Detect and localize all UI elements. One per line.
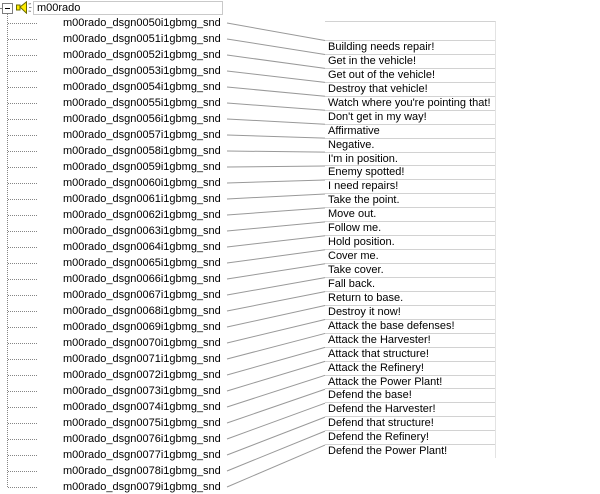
tree-item[interactable] — [0, 383, 600, 399]
tree-item[interactable] — [0, 303, 600, 319]
transcript-row: Enemy spotted! — [325, 165, 495, 179]
tree-item[interactable] — [0, 463, 600, 479]
tree-branch-stub — [8, 103, 37, 104]
transcript-row: Attack that structure! — [325, 347, 495, 361]
transcript-row: Hold position. — [325, 235, 495, 249]
tree-item-label[interactable]: m00rado_dsgn0077i1gbmg_snd — [63, 449, 221, 461]
transcript-row: Building needs repair! — [325, 40, 495, 54]
tree-item-label[interactable]: m00rado_dsgn0073i1gbmg_snd — [63, 385, 221, 397]
tree-item-label[interactable]: m00rado_dsgn0075i1gbmg_snd — [63, 417, 221, 429]
tree-branch-stub — [8, 455, 37, 456]
tree-item-label[interactable]: m00rado_dsgn0052i1gbmg_snd — [63, 49, 221, 61]
transcript-row: Watch where you're pointing that! — [325, 96, 495, 110]
tree-item[interactable] — [0, 47, 600, 63]
transcript-row: Destroy that vehicle! — [325, 82, 495, 96]
transcript-row: Defend the base! — [325, 388, 495, 402]
tree-item-label[interactable]: m00rado_dsgn0064i1gbmg_snd — [63, 241, 221, 253]
tree-branch-stub — [8, 487, 37, 488]
tree-branch-stub — [8, 327, 37, 328]
tree-branch-stub — [8, 407, 37, 408]
tree-item[interactable] — [0, 479, 600, 494]
transcript-row: Defend that structure! — [325, 416, 495, 430]
tree-item[interactable] — [0, 447, 600, 463]
tree-item[interactable] — [0, 431, 600, 447]
tree-branch-stub — [8, 71, 37, 72]
tree-branch-stub — [8, 55, 37, 56]
tree-branch-stub — [8, 375, 37, 376]
tree-branch-stub — [8, 423, 37, 424]
tree-item-label[interactable]: m00rado_dsgn0078i1gbmg_snd — [63, 465, 221, 477]
tree-item-label[interactable]: m00rado_dsgn0061i1gbmg_snd — [63, 193, 221, 205]
transcript-row: Move out. — [325, 207, 495, 221]
transcript-row: Negative. — [325, 138, 495, 152]
tree-root-row[interactable] — [0, 0, 600, 16]
tree-branch-stub — [8, 311, 37, 312]
transcript-panel — [325, 21, 496, 458]
tree-item[interactable] — [0, 159, 600, 175]
tree-branch-stub — [8, 151, 37, 152]
transcript-row: Follow me. — [325, 221, 495, 235]
tree-item-label[interactable]: m00rado_dsgn0058i1gbmg_snd — [63, 145, 221, 157]
tree-item[interactable] — [0, 95, 600, 111]
tree-item[interactable] — [0, 399, 600, 415]
transcript-row: I need repairs! — [325, 179, 495, 193]
transcript-row: Attack the base defenses! — [325, 319, 495, 333]
tree-item[interactable] — [0, 367, 600, 383]
tree-root-labelbox[interactable] — [33, 1, 223, 15]
tree-branch-stub — [8, 119, 37, 120]
transcript-row: Fall back. — [325, 277, 495, 291]
tree-item-label[interactable]: m00rado_dsgn0067i1gbmg_snd — [63, 289, 221, 301]
tree-item[interactable] — [0, 351, 600, 367]
tree-item-label[interactable]: m00rado_dsgn0079i1gbmg_snd — [63, 481, 221, 493]
tree-item-label[interactable]: m00rado_dsgn0072i1gbmg_snd — [63, 369, 221, 381]
tree-item[interactable] — [0, 15, 600, 31]
transcript-row: Get in the vehicle! — [325, 54, 495, 68]
transcript-row: Defend the Refinery! — [325, 430, 495, 444]
transcript-row: I'm in position. — [325, 152, 495, 166]
transcript-row: Affirmative — [325, 124, 495, 138]
tree-branch-stub — [8, 39, 37, 40]
tree-branch-stub — [8, 359, 37, 360]
tree-root-label: m00rado — [37, 2, 81, 14]
transcript-row: Attack the Harvester! — [325, 333, 495, 347]
tree-branch-stub — [8, 135, 37, 136]
tree-item-label[interactable]: m00rado_dsgn0053i1gbmg_snd — [63, 65, 221, 77]
transcript-row: Cover me. — [325, 249, 495, 263]
tree-branch-stub — [8, 87, 37, 88]
tree-item-label[interactable]: m00rado_dsgn0069i1gbmg_snd — [63, 321, 221, 333]
tree-branch-stub — [8, 471, 37, 472]
tree-item-label[interactable]: m00rado_dsgn0076i1gbmg_snd — [63, 433, 221, 445]
tree-branch-stub — [8, 263, 37, 264]
transcript-row: Destroy it now! — [325, 305, 495, 319]
tree-item[interactable] — [0, 239, 600, 255]
tree-branch-stub — [8, 199, 37, 200]
tree-item-label[interactable]: m00rado_dsgn0050i1gbmg_snd — [63, 17, 221, 29]
tree-item[interactable] — [0, 191, 600, 207]
tree-item-label[interactable]: m00rado_dsgn0059i1gbmg_snd — [63, 161, 221, 173]
tree-item[interactable] — [0, 287, 600, 303]
tree-branch-stub — [8, 391, 37, 392]
tree-item-label[interactable]: m00rado_dsgn0054i1gbmg_snd — [63, 81, 221, 93]
tree-item-label[interactable]: m00rado_dsgn0068i1gbmg_snd — [63, 305, 221, 317]
transcript-panel-spacer — [325, 22, 495, 40]
tree-item[interactable] — [0, 415, 600, 431]
tree-item-label[interactable]: m00rado_dsgn0065i1gbmg_snd — [63, 257, 221, 269]
tree-item[interactable] — [0, 255, 600, 271]
tree-item[interactable] — [0, 127, 600, 143]
tree-collapse-minus-icon[interactable] — [2, 3, 13, 14]
tree-item[interactable] — [0, 335, 600, 351]
tree-branch-stub — [8, 167, 37, 168]
transcript-row: Take cover. — [325, 263, 495, 277]
transcript-row: Attack the Power Plant! — [325, 375, 495, 389]
tree-branch-stub — [8, 23, 37, 24]
tree-branch-stub — [8, 183, 37, 184]
transcript-row: Defend the Power Plant! — [325, 444, 495, 458]
tree-item[interactable] — [0, 223, 600, 239]
tree-item-label[interactable]: m00rado_dsgn0057i1gbmg_snd — [63, 129, 221, 141]
tree-item-label[interactable]: m00rado_dsgn0074i1gbmg_snd — [63, 401, 221, 413]
tree-item[interactable] — [0, 143, 600, 159]
tree-item-label[interactable]: m00rado_dsgn0063i1gbmg_snd — [63, 225, 221, 237]
tree-item-label[interactable]: m00rado_dsgn0062i1gbmg_snd — [63, 209, 221, 221]
tree-item-label[interactable]: m00rado_dsgn0066i1gbmg_snd — [63, 273, 221, 285]
tree-item[interactable] — [0, 271, 600, 287]
transcript-row: Get out of the vehicle! — [325, 68, 495, 82]
tree-branch-stub — [8, 279, 37, 280]
tree-item-label[interactable]: m00rado_dsgn0056i1gbmg_snd — [63, 113, 221, 125]
tree-item[interactable] — [0, 31, 600, 47]
tree-item[interactable] — [0, 207, 600, 223]
transcript-row: Don't get in my way! — [325, 110, 495, 124]
tree-item[interactable] — [0, 319, 600, 335]
tree-branch-stub — [8, 231, 37, 232]
tree-item-label[interactable]: m00rado_dsgn0060i1gbmg_snd — [63, 177, 221, 189]
tree-item-label[interactable]: m00rado_dsgn0055i1gbmg_snd — [63, 97, 221, 109]
transcript-row: Return to base. — [325, 291, 495, 305]
tree-item[interactable] — [0, 175, 600, 191]
transcript-row: Take the point. — [325, 193, 495, 207]
tree-item-label[interactable]: m00rado_dsgn0070i1gbmg_snd — [63, 337, 221, 349]
tree-branch-stub — [8, 215, 37, 216]
transcript-row: Defend the Harvester! — [325, 402, 495, 416]
tree-item[interactable] — [0, 111, 600, 127]
tree-item[interactable] — [0, 79, 600, 95]
tree-branch-stub — [8, 343, 37, 344]
tree-branch-stub — [8, 247, 37, 248]
tree-item[interactable] — [0, 63, 600, 79]
tree-branch-stub — [8, 295, 37, 296]
tree-branch-stub — [8, 439, 37, 440]
tree-item-label[interactable]: m00rado_dsgn0051i1gbmg_snd — [63, 33, 221, 45]
transcript-row: Attack the Refinery! — [325, 361, 495, 375]
tree-item-label[interactable]: m00rado_dsgn0071i1gbmg_snd — [63, 353, 221, 365]
